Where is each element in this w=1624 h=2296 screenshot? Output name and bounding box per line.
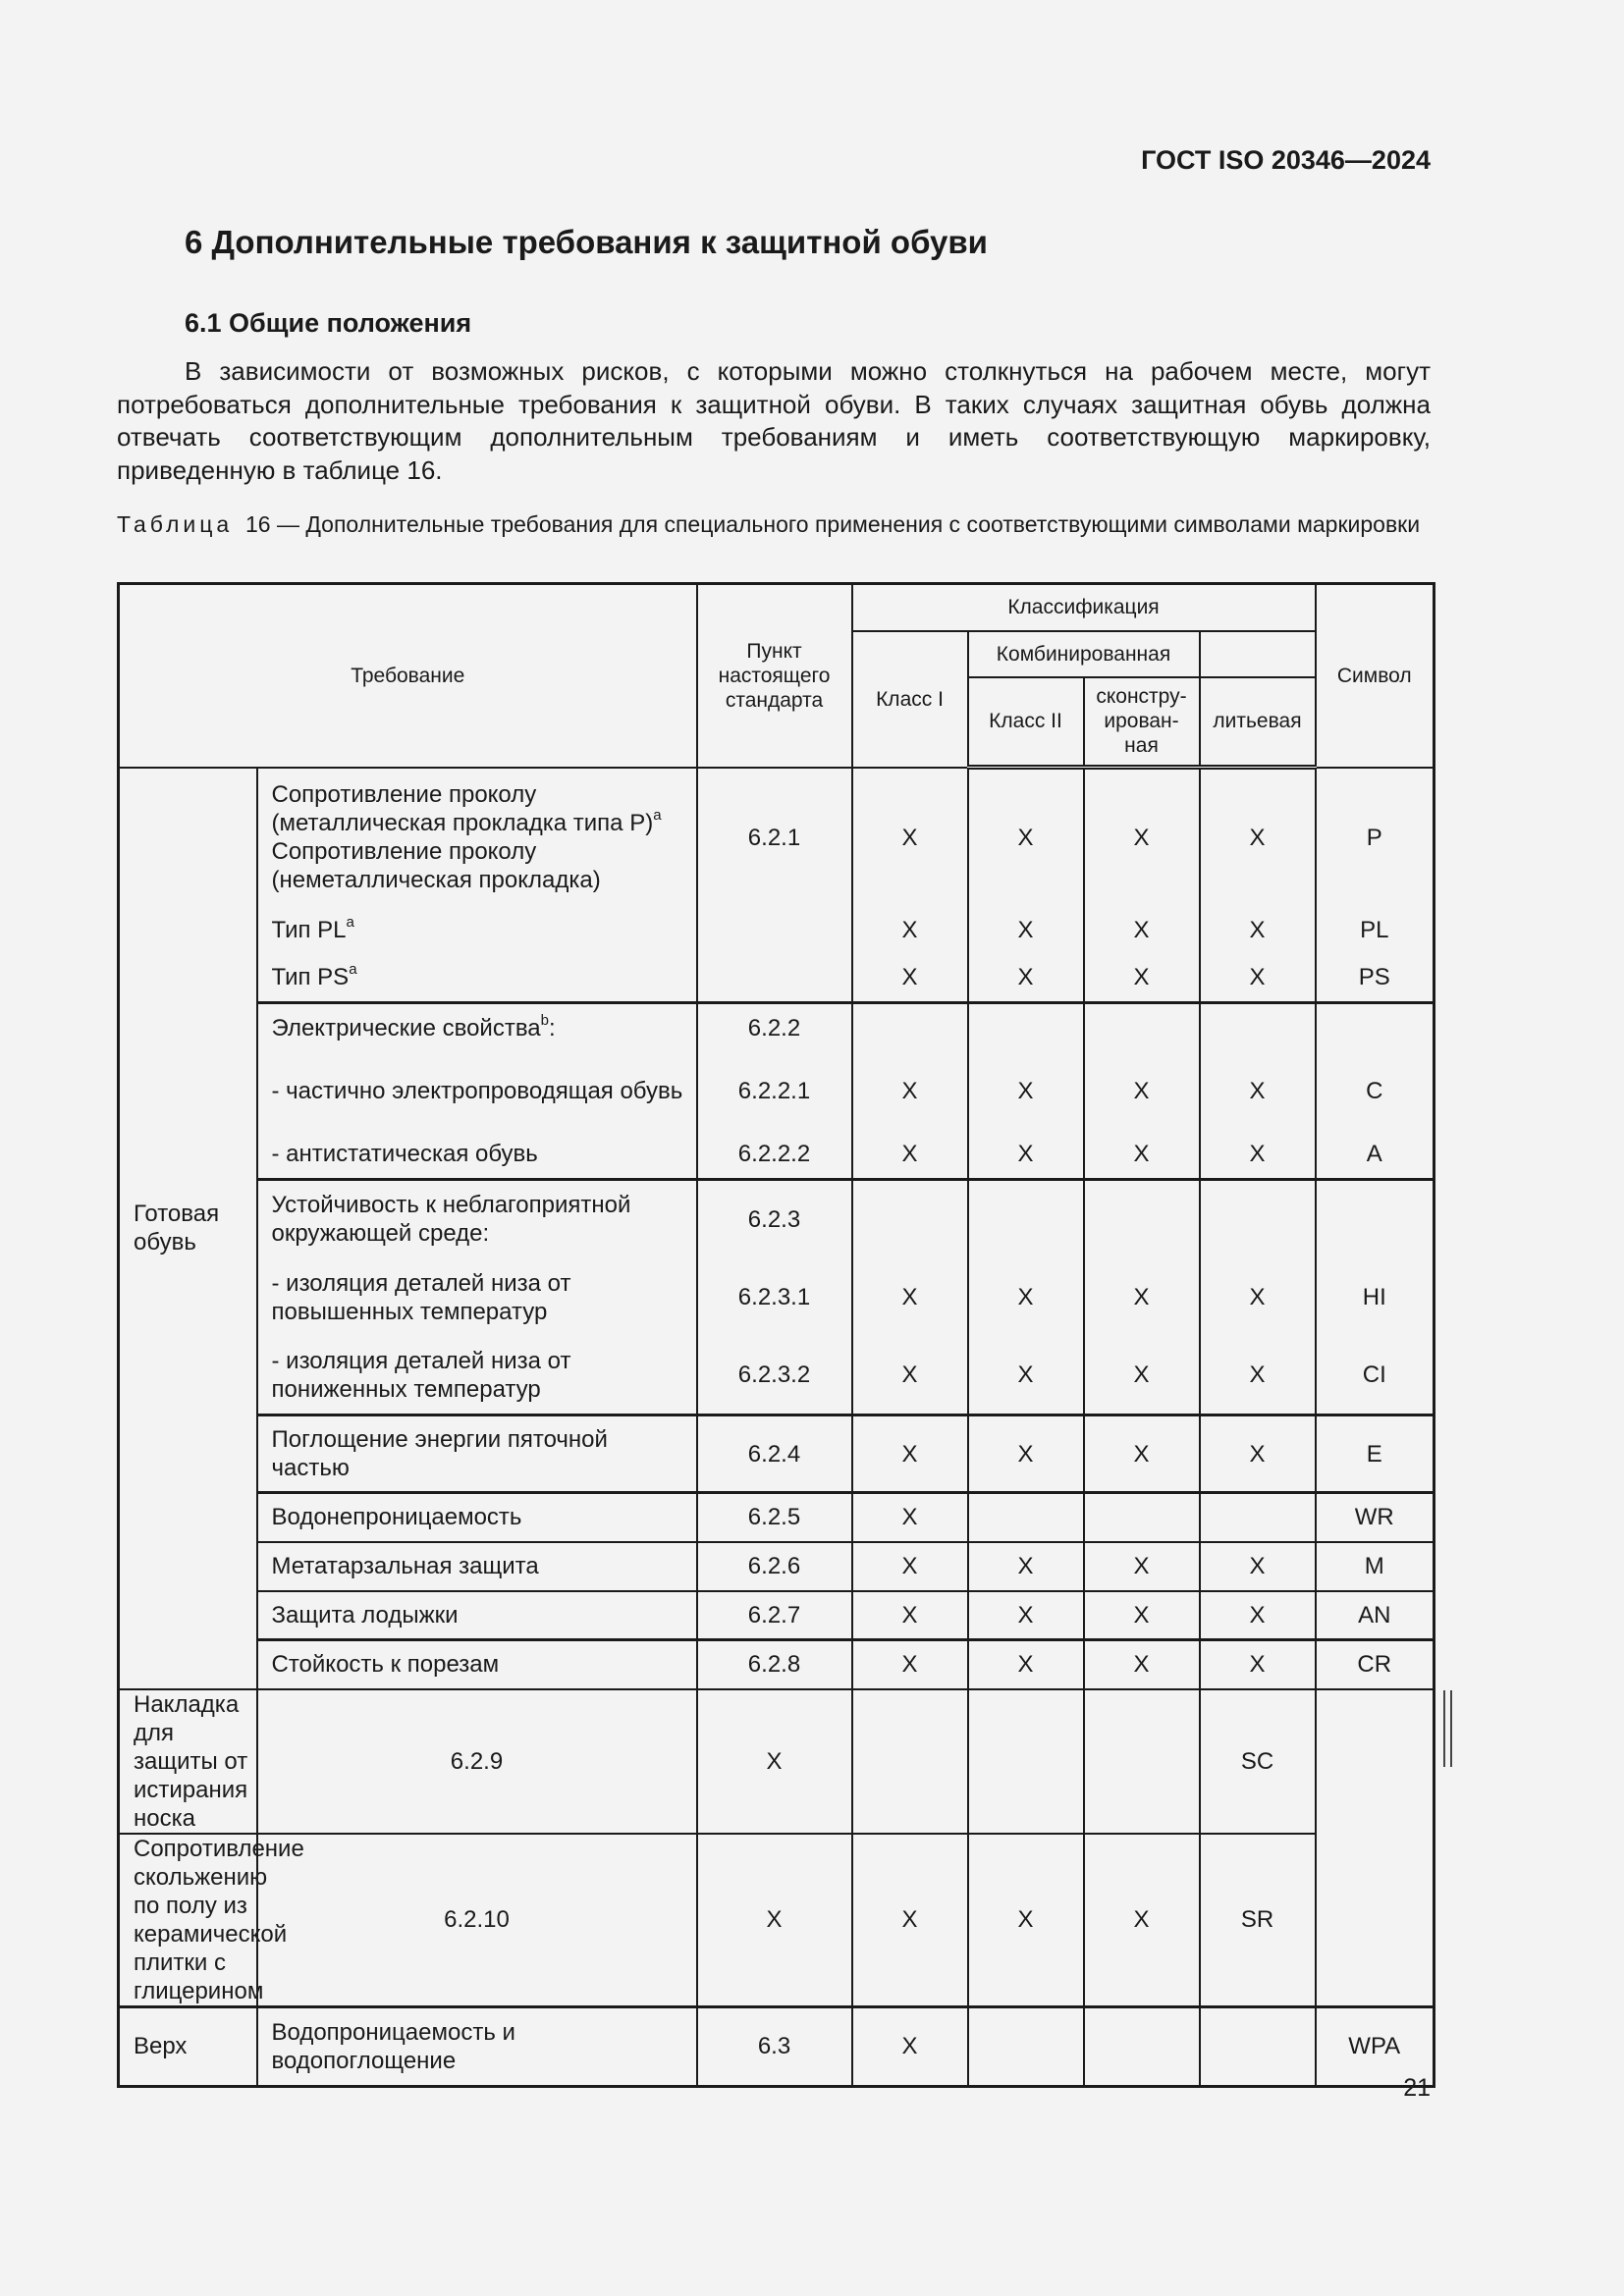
class2-cell: X bbox=[968, 1542, 1084, 1591]
table-caption-text: 16 — Дополнительные требования для специального применения с соответствующими символами маркировки bbox=[244, 511, 1421, 537]
clause-cell: 6.2.2 bbox=[697, 1003, 852, 1052]
req-text: Сопротивление проколу (металлическая прокладка типа P) bbox=[271, 781, 654, 836]
molded-cell: X bbox=[1200, 1415, 1316, 1493]
molded-cell bbox=[1200, 2006, 1316, 2086]
class1-cell: X bbox=[852, 1415, 968, 1493]
clause-cell: 6.2.4 bbox=[697, 1415, 852, 1493]
constructed-cell bbox=[1084, 1493, 1200, 1542]
class2-cell: X bbox=[968, 1415, 1084, 1493]
req-cell: Стойкость к порезам bbox=[257, 1640, 697, 1689]
clause-cell: 6.2.3.2 bbox=[697, 1337, 852, 1415]
clause-cell: 6.2.2.1 bbox=[697, 1052, 852, 1131]
header-constructed: сконстру-ирован-ная bbox=[1084, 677, 1200, 768]
constructed-cell: X bbox=[1084, 1258, 1200, 1337]
constructed-cell: X bbox=[1084, 1415, 1200, 1493]
molded-cell bbox=[1084, 1689, 1200, 1834]
req-cell: Поглощение энергии пяточной частью bbox=[257, 1415, 697, 1493]
clause-cell bbox=[697, 954, 852, 1003]
subsection-title: 6.1 Общие положения bbox=[185, 308, 472, 338]
req-cell: - изоляция деталей низа от повышенных температур bbox=[257, 1258, 697, 1337]
req-cell: Защита лодыжки bbox=[257, 1591, 697, 1640]
req-cell: - антистатическая обувь bbox=[257, 1131, 697, 1180]
req-cell: Устойчивость к неблагоприятной окружающей среде: bbox=[257, 1180, 697, 1258]
req-cell: Водопроницаемость и водопоглощение bbox=[257, 2006, 697, 2086]
class1-cell: X bbox=[852, 2006, 968, 2086]
symbol-cell: C bbox=[1316, 1052, 1435, 1131]
symbol-cell: M bbox=[1316, 1542, 1435, 1591]
constructed-cell: X bbox=[968, 1834, 1084, 2007]
clause-cell: 6.2.5 bbox=[697, 1493, 852, 1542]
symbol-cell: A bbox=[1316, 1131, 1435, 1180]
molded-cell bbox=[1200, 1493, 1316, 1542]
symbol-cell bbox=[1316, 1180, 1435, 1258]
class2-cell: X bbox=[968, 1052, 1084, 1131]
footnote-mark: a bbox=[653, 807, 662, 824]
class1-cell: X bbox=[852, 1337, 968, 1415]
footnote-mark: a bbox=[349, 961, 357, 979]
molded-cell: X bbox=[1200, 1258, 1316, 1337]
header-symbol: Символ bbox=[1316, 584, 1435, 768]
symbol-cell: WPA bbox=[1316, 2006, 1435, 2086]
symbol-cell: PL bbox=[1316, 907, 1435, 954]
molded-cell: X bbox=[1200, 1052, 1316, 1131]
class1-cell: X bbox=[852, 1052, 968, 1131]
symbol-cell: HI bbox=[1316, 1258, 1435, 1337]
req-text: Сопротивление проколу (неметаллическая прокладка) bbox=[271, 838, 601, 893]
molded-cell: X bbox=[1200, 954, 1316, 1003]
class2-cell: X bbox=[968, 954, 1084, 1003]
molded-cell: X bbox=[1200, 907, 1316, 954]
symbol-cell: CR bbox=[1316, 1640, 1435, 1689]
req-text: Электрические свойства bbox=[271, 1014, 541, 1041]
clause-cell: 6.2.10 bbox=[257, 1834, 697, 2007]
class2-cell bbox=[968, 1493, 1084, 1542]
symbol-cell bbox=[1316, 1003, 1435, 1052]
clause-cell: 6.2.9 bbox=[257, 1689, 697, 1834]
class1-cell: X bbox=[852, 907, 968, 954]
req-cell bbox=[257, 1003, 697, 1052]
clause-cell bbox=[697, 907, 852, 954]
class1-cell bbox=[852, 1180, 968, 1258]
symbol-cell: SC bbox=[1200, 1689, 1316, 1834]
class2-cell bbox=[968, 1003, 1084, 1052]
constructed-cell bbox=[968, 1689, 1084, 1834]
class2-cell: X bbox=[968, 1640, 1084, 1689]
req-text: Тип PS bbox=[271, 964, 350, 991]
clause-cell: 6.3 bbox=[697, 2006, 852, 2086]
molded-cell: X bbox=[1200, 768, 1316, 907]
header-molded: литьевая bbox=[1200, 677, 1316, 768]
molded-cell: X bbox=[1084, 1834, 1200, 2007]
header-combined: Комбинированная bbox=[968, 631, 1200, 677]
table-caption-label: Таблица bbox=[117, 511, 234, 537]
molded-cell: X bbox=[1200, 1337, 1316, 1415]
class2-cell: X bbox=[852, 1834, 968, 2007]
symbol-cell: E bbox=[1316, 1415, 1435, 1493]
class1-cell: X bbox=[852, 768, 968, 907]
req-cell bbox=[257, 768, 697, 907]
header-blank bbox=[1200, 631, 1316, 677]
class2-cell bbox=[968, 1180, 1084, 1258]
class2-cell: X bbox=[968, 1258, 1084, 1337]
req-cell bbox=[257, 954, 697, 1003]
group-upper: Верх bbox=[119, 2006, 257, 2086]
constructed-cell: X bbox=[1084, 954, 1200, 1003]
requirements-table bbox=[117, 582, 1435, 2088]
constructed-cell: X bbox=[1084, 1591, 1200, 1640]
section-title: 6 Дополнительные требования к защитной обуви bbox=[185, 224, 988, 260]
header-class1: Класс I bbox=[852, 631, 968, 768]
req-cell: Метатарзальная защита bbox=[257, 1542, 697, 1591]
req-cell bbox=[257, 907, 697, 954]
constructed-cell bbox=[1084, 2006, 1200, 2086]
class1-cell: X bbox=[697, 1834, 852, 2007]
req-text: Тип PL bbox=[271, 917, 347, 943]
symbol-cell: CI bbox=[1316, 1337, 1435, 1415]
class1-cell: X bbox=[852, 1131, 968, 1180]
header-clause: Пункт настоящего стандарта bbox=[697, 584, 852, 768]
molded-cell bbox=[1200, 1180, 1316, 1258]
req-cell: - изоляция деталей низа от пониженных температур bbox=[257, 1337, 697, 1415]
constructed-cell bbox=[1084, 1180, 1200, 1258]
symbol-cell: WR bbox=[1316, 1493, 1435, 1542]
intro-paragraph: В зависимости от возможных рисков, с которыми можно столкнуться на рабочем месте, могут потребоваться дополнительные требования к защитной обуви. В таких случаях защитная обувь должна отвечать соответствующим дополнительным требованиям и иметь соответствующую маркировку, приведенную в таблице 16. bbox=[117, 356, 1431, 485]
symbol-cell: P bbox=[1316, 768, 1435, 907]
header-requirement: Требование bbox=[119, 584, 697, 768]
class1-cell: X bbox=[852, 954, 968, 1003]
constructed-cell: X bbox=[1084, 1337, 1200, 1415]
page-number: 21 bbox=[1403, 2074, 1431, 2102]
change-bar bbox=[1443, 1690, 1452, 1767]
req-cell: - частично электропроводящая обувь bbox=[257, 1052, 697, 1131]
class1-cell: X bbox=[852, 1591, 968, 1640]
class1-cell: X bbox=[852, 1258, 968, 1337]
footnote-mark: b bbox=[540, 1011, 549, 1029]
molded-cell: X bbox=[1200, 1131, 1316, 1180]
class2-cell: X bbox=[968, 1131, 1084, 1180]
clause-cell: 6.2.3.1 bbox=[697, 1258, 852, 1337]
table-caption bbox=[117, 510, 1431, 538]
symbol-cell: SR bbox=[1200, 1834, 1316, 2007]
class1-cell: X bbox=[852, 1493, 968, 1542]
header-class1: Класс II bbox=[968, 677, 1084, 768]
class1-cell: X bbox=[852, 1542, 968, 1591]
constructed-cell bbox=[1084, 1003, 1200, 1052]
header-classification: Классификация bbox=[852, 584, 1316, 631]
class2-cell: X bbox=[968, 1591, 1084, 1640]
group-finished-footwear: Готовая обувь bbox=[119, 768, 257, 1689]
req-cell: Водонепроницаемость bbox=[257, 1493, 697, 1542]
class1-cell: X bbox=[852, 1640, 968, 1689]
footnote-mark: a bbox=[346, 914, 354, 931]
clause-cell: 6.2.3 bbox=[697, 1180, 852, 1258]
constructed-cell: X bbox=[1084, 1542, 1200, 1591]
class2-cell: X bbox=[968, 768, 1084, 907]
clause-cell: 6.2.2.2 bbox=[697, 1131, 852, 1180]
constructed-cell: X bbox=[1084, 1052, 1200, 1131]
molded-cell: X bbox=[1200, 1640, 1316, 1689]
standard-code: ГОСТ ISO 20346—2024 bbox=[1141, 145, 1431, 175]
molded-cell: X bbox=[1200, 1542, 1316, 1591]
class2-cell bbox=[968, 2006, 1084, 2086]
clause-cell: 6.2.8 bbox=[697, 1640, 852, 1689]
constructed-cell: X bbox=[1084, 907, 1200, 954]
clause-cell: 6.2.7 bbox=[697, 1591, 852, 1640]
class2-cell: X bbox=[968, 1337, 1084, 1415]
symbol-cell: AN bbox=[1316, 1591, 1435, 1640]
class1-cell bbox=[852, 1003, 968, 1052]
class2-cell bbox=[852, 1689, 968, 1834]
req-text-tail: : bbox=[549, 1014, 556, 1041]
symbol-cell: PS bbox=[1316, 954, 1435, 1003]
req-cell: Накладка для защиты от истирания носка bbox=[119, 1689, 257, 1834]
constructed-cell: X bbox=[1084, 768, 1200, 907]
molded-cell: X bbox=[1200, 1591, 1316, 1640]
class1-cell: X bbox=[697, 1689, 852, 1834]
clause-cell: 6.2.6 bbox=[697, 1542, 852, 1591]
constructed-cell: X bbox=[1084, 1131, 1200, 1180]
molded-cell bbox=[1200, 1003, 1316, 1052]
class2-cell: X bbox=[968, 907, 1084, 954]
constructed-cell: X bbox=[1084, 1640, 1200, 1689]
clause-cell: 6.2.1 bbox=[697, 768, 852, 907]
req-cell: Сопротивление скольжению по полу из керамической плитки с глицерином bbox=[119, 1834, 257, 2007]
